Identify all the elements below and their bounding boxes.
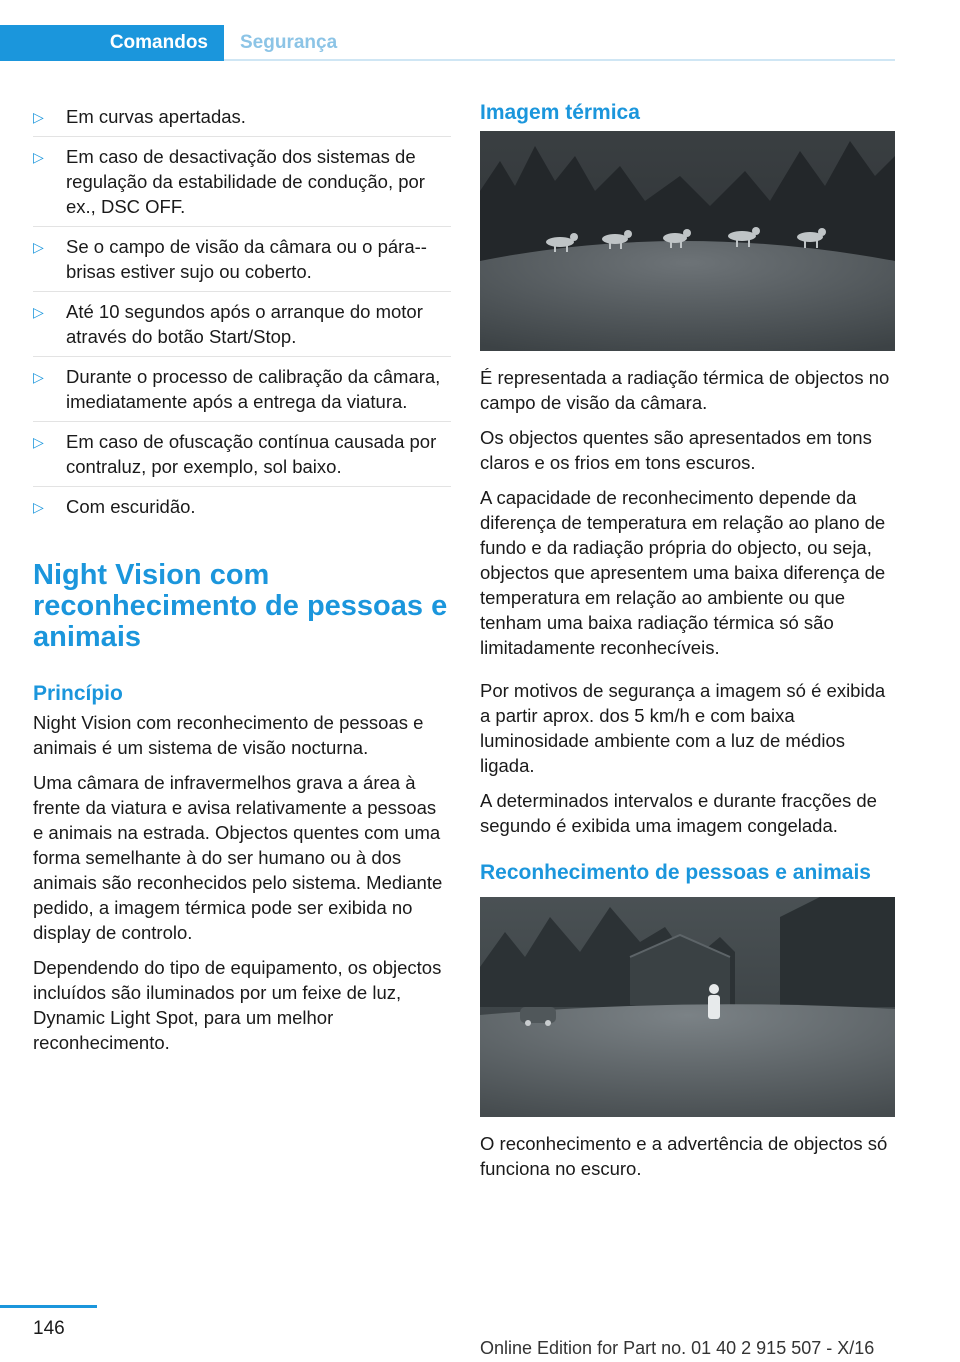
condition-list — [33, 104, 451, 526]
body-paragraph: Os objectos quentes são apresentados em tons claros e os frios em tons escuros. — [480, 427, 872, 473]
triangle-bullet-icon: ▷ — [33, 109, 44, 125]
subsection-title: Princípio — [33, 682, 123, 705]
body-paragraph: Uma câmara de infravermelhos grava a área à frente da viatura e avisa relativamente a pessoas e animais na estrada. Objectos quentes com uma forma semelhante à do ser humano ou à dos animais são reconhecidos pelo sistema. Mediante pedido, a imagem térmica pode ser exibida no display de controlo. — [33, 772, 443, 943]
list-item: ▷ Em caso de ofuscação contínua causada por contraluz, por exemplo, sol baixo. — [33, 429, 451, 487]
list-item: ▷ Em caso de desactivação dos sistemas de regulação da estabilidade de condução, por ex., DSC OFF. — [33, 144, 451, 227]
triangle-bullet-icon: ▷ — [33, 499, 44, 515]
body-paragraph: Por motivos de segurança a imagem só é exibida a partir aprox. dos 5 km/h e com baixa luminosidade ambiente com a luz de médios ligada. — [480, 680, 886, 776]
body-paragraph: Dependendo do tipo de equipamento, os objectos incluídos são iluminados por um feixe de luz, Dynamic Light Spot, para um melhor reconhecimento. — [33, 957, 442, 1053]
right-column — [480, 100, 895, 1191]
left-column — [33, 104, 451, 1065]
body-paragraph: A determinados intervalos e durante fracções de segundo é exibida uma imagem congelada. — [480, 790, 877, 836]
triangle-bullet-icon: ▷ — [33, 239, 44, 255]
thermal-pedestrian-image — [480, 897, 895, 1117]
chapter-tab-comandos: Comandos — [0, 25, 224, 61]
list-item: ▷ Se o campo de visão da câmara ou o pára--brisas estiver sujo ou coberto. — [33, 234, 451, 292]
triangle-bullet-icon: ▷ — [33, 304, 44, 320]
list-item: ▷ Durante o processo de calibração da câmara, imediatamente após a entrega da viatura. — [33, 364, 451, 422]
header-divider — [224, 59, 895, 61]
list-item: ▷ Em curvas apertadas. — [33, 104, 451, 137]
thermal-image-heading: Imagem térmica — [480, 101, 640, 124]
edition-note: Online Edition for Part no. 01 40 2 915 507 - X/16 — [480, 1338, 875, 1358]
body-paragraph: Night Vision com reconhecimento de pessoas e animais é um sistema de visão nocturna. — [33, 712, 424, 758]
triangle-bullet-icon: ▷ — [33, 369, 44, 385]
page-header — [0, 25, 895, 61]
recognition-heading: Reconhecimento de pessoas e animais — [480, 861, 871, 884]
list-item: ▷ Com escuridão. — [33, 494, 451, 526]
thermal-animals-image — [480, 131, 895, 351]
section-tab-seguranca: Segurança — [240, 32, 338, 53]
triangle-bullet-icon: ▷ — [33, 434, 44, 450]
body-paragraph: O reconhecimento e a advertência de objectos só funciona no escuro. — [480, 1133, 888, 1179]
body-paragraph: É representada a radiação térmica de objectos no campo de visão da câmara. — [480, 367, 890, 413]
list-item: ▷ Até 10 segundos após o arranque do motor através do botão Start/Stop. — [33, 299, 451, 357]
footer-divider — [0, 1305, 97, 1308]
body-paragraph: A capacidade de reconhecimento depende da diferença de temperatura em relação ao plano de fundo e da radiação própria do objecto, ou seja, objectos que apresentem uma baixa diferença de temperatura em relação ao ambiente ou que tenham uma baixa radiação térmica só são limitadamente reconhecíveis. — [480, 487, 886, 658]
page-number: 146 — [33, 1318, 65, 1339]
section-title: Night Vision com reconhecimento de pessoas e animais — [33, 559, 448, 653]
triangle-bullet-icon: ▷ — [33, 149, 44, 165]
